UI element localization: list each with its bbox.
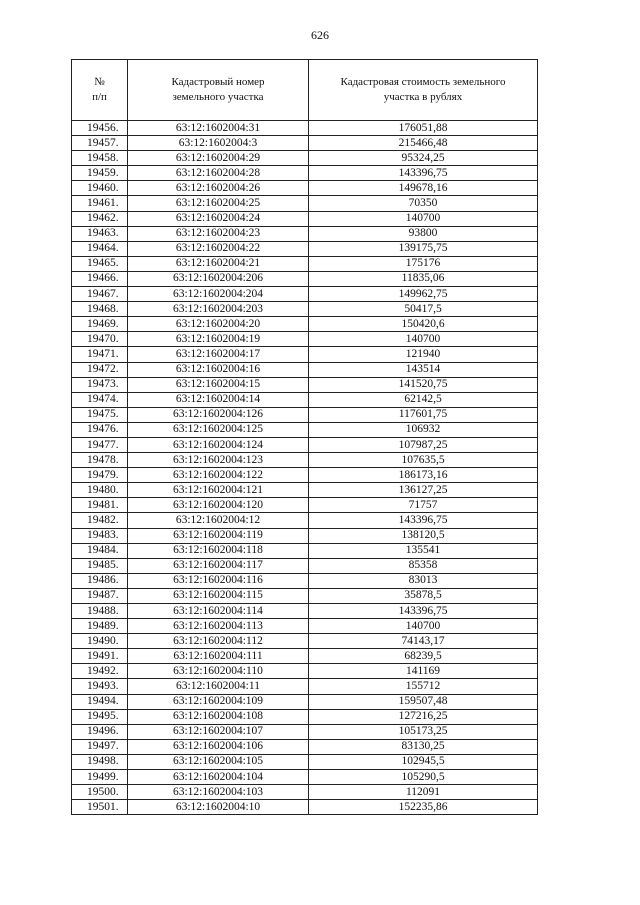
cadastral-number-cell: 63:12:1602004:11 bbox=[128, 679, 309, 694]
row-number-cell: 19471. bbox=[72, 347, 128, 362]
cadastral-value-cell: 175176 bbox=[309, 256, 538, 271]
cadastral-value-cell: 83130,25 bbox=[309, 739, 538, 754]
row-number-cell: 19497. bbox=[72, 739, 128, 754]
table-row bbox=[72, 136, 538, 151]
table-row bbox=[72, 724, 538, 739]
cadastral-number-cell: 63:12:1602004:106 bbox=[128, 739, 309, 754]
cadastral-value-cell: 136127,25 bbox=[309, 483, 538, 498]
cadastral-number-cell: 63:12:1602004:28 bbox=[128, 166, 309, 181]
cadastral-number-cell: 63:12:1602004:12 bbox=[128, 513, 309, 528]
cadastral-value-cell: 105290,5 bbox=[309, 770, 538, 785]
cadastral-number-cell: 63:12:1602004:16 bbox=[128, 362, 309, 377]
cadastral-value-cell: 107987,25 bbox=[309, 437, 538, 452]
cadastral-value-cell: 176051,88 bbox=[309, 121, 538, 136]
row-number-cell: 19468. bbox=[72, 302, 128, 317]
header-row-number: № п/п bbox=[72, 60, 128, 121]
cadastral-value-cell: 105173,25 bbox=[309, 724, 538, 739]
table-row bbox=[72, 453, 538, 468]
cadastral-number-cell: 63:12:1602004:14 bbox=[128, 392, 309, 407]
row-number-cell: 19501. bbox=[72, 800, 128, 815]
table-row bbox=[72, 256, 538, 271]
cadastral-value-cell: 141520,75 bbox=[309, 377, 538, 392]
table-row bbox=[72, 679, 538, 694]
row-number-cell: 19483. bbox=[72, 528, 128, 543]
cadastral-number-cell: 63:12:1602004:17 bbox=[128, 347, 309, 362]
table-row bbox=[72, 287, 538, 302]
cadastral-number-cell: 63:12:1602004:15 bbox=[128, 377, 309, 392]
row-number-cell: 19492. bbox=[72, 664, 128, 679]
table-row bbox=[72, 226, 538, 241]
cadastral-number-cell: 63:12:1602004:114 bbox=[128, 604, 309, 619]
cadastral-value-cell: 143514 bbox=[309, 362, 538, 377]
row-number-cell: 19493. bbox=[72, 679, 128, 694]
table-row bbox=[72, 166, 538, 181]
row-number-cell: 19469. bbox=[72, 317, 128, 332]
row-number-cell: 19485. bbox=[72, 558, 128, 573]
row-number-cell: 19488. bbox=[72, 604, 128, 619]
table-row bbox=[72, 573, 538, 588]
cadastral-value-cell: 138120,5 bbox=[309, 528, 538, 543]
table-row bbox=[72, 151, 538, 166]
cadastral-number-cell: 63:12:1602004:124 bbox=[128, 437, 309, 452]
cadastral-value-cell: 135541 bbox=[309, 543, 538, 558]
cadastral-number-cell: 63:12:1602004:107 bbox=[128, 724, 309, 739]
table-row bbox=[72, 558, 538, 573]
cadastral-value-cell: 85358 bbox=[309, 558, 538, 573]
cadastral-number-cell: 63:12:1602004:111 bbox=[128, 649, 309, 664]
table-row bbox=[72, 121, 538, 136]
cadastral-number-cell: 63:12:1602004:115 bbox=[128, 588, 309, 603]
cadastral-value-cell: 74143,17 bbox=[309, 634, 538, 649]
cadastral-value-cell: 121940 bbox=[309, 347, 538, 362]
table-row bbox=[72, 754, 538, 769]
table-row bbox=[72, 241, 538, 256]
cadastral-value-cell: 141169 bbox=[309, 664, 538, 679]
cadastral-value-cell: 50417,5 bbox=[309, 302, 538, 317]
row-number-cell: 19477. bbox=[72, 437, 128, 452]
cadastral-number-cell: 63:12:1602004:21 bbox=[128, 256, 309, 271]
row-number-cell: 19464. bbox=[72, 241, 128, 256]
row-number-cell: 19487. bbox=[72, 588, 128, 603]
cadastral-value-cell: 215466,48 bbox=[309, 136, 538, 151]
table-row bbox=[72, 347, 538, 362]
cadastral-value-cell: 83013 bbox=[309, 573, 538, 588]
table-row bbox=[72, 528, 538, 543]
table-row bbox=[72, 362, 538, 377]
table-row bbox=[72, 739, 538, 754]
cadastral-number-cell: 63:12:1602004:26 bbox=[128, 181, 309, 196]
table-body bbox=[72, 121, 538, 815]
row-number-cell: 19461. bbox=[72, 196, 128, 211]
cadastral-number-cell: 63:12:1602004:118 bbox=[128, 543, 309, 558]
row-number-cell: 19486. bbox=[72, 573, 128, 588]
row-number-cell: 19495. bbox=[72, 709, 128, 724]
cadastral-number-cell: 63:12:1602004:103 bbox=[128, 785, 309, 800]
row-number-cell: 19467. bbox=[72, 287, 128, 302]
cadastral-value-cell: 62142,5 bbox=[309, 392, 538, 407]
cadastral-number-cell: 63:12:1602004:204 bbox=[128, 287, 309, 302]
row-number-cell: 19490. bbox=[72, 634, 128, 649]
table-row bbox=[72, 407, 538, 422]
cadastral-value-cell: 106932 bbox=[309, 422, 538, 437]
row-number-cell: 19500. bbox=[72, 785, 128, 800]
cadastral-number-cell: 63:12:1602004:31 bbox=[128, 121, 309, 136]
cadastral-value-cell: 139175,75 bbox=[309, 241, 538, 256]
cadastral-number-cell: 63:12:1602004:113 bbox=[128, 619, 309, 634]
table-row bbox=[72, 498, 538, 513]
cadastral-number-cell: 63:12:1602004:104 bbox=[128, 770, 309, 785]
header-cadastral-value: Кадастровая стоимость земельного участка в рублях bbox=[309, 60, 538, 121]
table-row bbox=[72, 770, 538, 785]
table-row bbox=[72, 211, 538, 226]
row-number-cell: 19463. bbox=[72, 226, 128, 241]
cadastral-value-cell: 35878,5 bbox=[309, 588, 538, 603]
cadastral-value-cell: 68239,5 bbox=[309, 649, 538, 664]
cadastral-value-cell: 117601,75 bbox=[309, 407, 538, 422]
cadastral-value-cell: 112091 bbox=[309, 785, 538, 800]
cadastral-value-cell: 11835,06 bbox=[309, 271, 538, 286]
row-number-cell: 19489. bbox=[72, 619, 128, 634]
table-row bbox=[72, 468, 538, 483]
row-number-cell: 19457. bbox=[72, 136, 128, 151]
header-cadastral-number: Кадастровый номер земельного участка bbox=[128, 60, 309, 121]
row-number-cell: 19479. bbox=[72, 468, 128, 483]
row-number-cell: 19462. bbox=[72, 211, 128, 226]
cadastral-number-cell: 63:12:1602004:25 bbox=[128, 196, 309, 211]
cadastral-number-cell: 63:12:1602004:123 bbox=[128, 453, 309, 468]
row-number-cell: 19498. bbox=[72, 754, 128, 769]
table-row bbox=[72, 619, 538, 634]
cadastral-value-cell: 127216,25 bbox=[309, 709, 538, 724]
row-number-cell: 19473. bbox=[72, 377, 128, 392]
cadastral-number-cell: 63:12:1602004:22 bbox=[128, 241, 309, 256]
cadastral-value-cell: 93800 bbox=[309, 226, 538, 241]
cadastral-number-cell: 63:12:1602004:125 bbox=[128, 422, 309, 437]
cadastral-value-cell: 71757 bbox=[309, 498, 538, 513]
table-row bbox=[72, 317, 538, 332]
cadastral-value-cell: 186173,16 bbox=[309, 468, 538, 483]
table-row bbox=[72, 588, 538, 603]
cadastral-number-cell: 63:12:1602004:3 bbox=[128, 136, 309, 151]
cadastral-value-cell: 149962,75 bbox=[309, 287, 538, 302]
table-row bbox=[72, 543, 538, 558]
table-row bbox=[72, 422, 538, 437]
table-row bbox=[72, 634, 538, 649]
row-number-cell: 19458. bbox=[72, 151, 128, 166]
cadastral-number-cell: 63:12:1602004:126 bbox=[128, 407, 309, 422]
cadastral-value-cell: 143396,75 bbox=[309, 604, 538, 619]
table-row bbox=[72, 302, 538, 317]
cadastral-value-cell: 150420,6 bbox=[309, 317, 538, 332]
row-number-cell: 19499. bbox=[72, 770, 128, 785]
table-row bbox=[72, 483, 538, 498]
row-number-cell: 19474. bbox=[72, 392, 128, 407]
cadastral-number-cell: 63:12:1602004:109 bbox=[128, 694, 309, 709]
cadastral-value-cell: 95324,25 bbox=[309, 151, 538, 166]
cadastral-number-cell: 63:12:1602004:29 bbox=[128, 151, 309, 166]
cadastral-value-cell: 152235,86 bbox=[309, 800, 538, 815]
cadastral-value-cell: 140700 bbox=[309, 619, 538, 634]
row-number-cell: 19496. bbox=[72, 724, 128, 739]
row-number-cell: 19491. bbox=[72, 649, 128, 664]
cadastral-number-cell: 63:12:1602004:119 bbox=[128, 528, 309, 543]
table-row bbox=[72, 437, 538, 452]
table-row bbox=[72, 181, 538, 196]
row-number-cell: 19478. bbox=[72, 453, 128, 468]
page-number: 626 bbox=[311, 28, 329, 42]
cadastral-number-cell: 63:12:1602004:121 bbox=[128, 483, 309, 498]
row-number-cell: 19481. bbox=[72, 498, 128, 513]
row-number-cell: 19480. bbox=[72, 483, 128, 498]
cadastral-value-cell: 107635,5 bbox=[309, 453, 538, 468]
cadastral-value-cell: 102945,5 bbox=[309, 754, 538, 769]
row-number-cell: 19472. bbox=[72, 362, 128, 377]
cadastral-value-cell: 70350 bbox=[309, 196, 538, 211]
row-number-cell: 19476. bbox=[72, 422, 128, 437]
cadastral-number-cell: 63:12:1602004:110 bbox=[128, 664, 309, 679]
row-number-cell: 19466. bbox=[72, 271, 128, 286]
row-number-cell: 19470. bbox=[72, 332, 128, 347]
cadastral-value-cell: 140700 bbox=[309, 211, 538, 226]
cadastral-number-cell: 63:12:1602004:206 bbox=[128, 271, 309, 286]
table-row bbox=[72, 800, 538, 815]
cadastral-number-cell: 63:12:1602004:108 bbox=[128, 709, 309, 724]
cadastral-number-cell: 63:12:1602004:19 bbox=[128, 332, 309, 347]
table-row bbox=[72, 377, 538, 392]
cadastral-value-cell: 159507,48 bbox=[309, 694, 538, 709]
row-number-cell: 19465. bbox=[72, 256, 128, 271]
table-row bbox=[72, 196, 538, 211]
table-row bbox=[72, 392, 538, 407]
cadastral-number-cell: 63:12:1602004:112 bbox=[128, 634, 309, 649]
cadastral-number-cell: 63:12:1602004:120 bbox=[128, 498, 309, 513]
cadastral-value-cell: 155712 bbox=[309, 679, 538, 694]
row-number-cell: 19484. bbox=[72, 543, 128, 558]
table-row bbox=[72, 271, 538, 286]
table-row bbox=[72, 694, 538, 709]
cadastral-value-cell: 149678,16 bbox=[309, 181, 538, 196]
cadastral-value-cell: 143396,75 bbox=[309, 513, 538, 528]
cadastral-number-cell: 63:12:1602004:122 bbox=[128, 468, 309, 483]
cadastral-value-cell: 140700 bbox=[309, 332, 538, 347]
table-row bbox=[72, 513, 538, 528]
row-number-cell: 19494. bbox=[72, 694, 128, 709]
table-row bbox=[72, 785, 538, 800]
row-number-cell: 19456. bbox=[72, 121, 128, 136]
cadastral-number-cell: 63:12:1602004:116 bbox=[128, 573, 309, 588]
cadastral-number-cell: 63:12:1602004:203 bbox=[128, 302, 309, 317]
row-number-cell: 19459. bbox=[72, 166, 128, 181]
cadastral-number-cell: 63:12:1602004:23 bbox=[128, 226, 309, 241]
table-row bbox=[72, 649, 538, 664]
row-number-cell: 19475. bbox=[72, 407, 128, 422]
cadastral-value-table bbox=[71, 59, 538, 815]
cadastral-value-cell: 143396,75 bbox=[309, 166, 538, 181]
table-row bbox=[72, 332, 538, 347]
table-row bbox=[72, 604, 538, 619]
cadastral-number-cell: 63:12:1602004:105 bbox=[128, 754, 309, 769]
cadastral-number-cell: 63:12:1602004:10 bbox=[128, 800, 309, 815]
row-number-cell: 19460. bbox=[72, 181, 128, 196]
cadastral-number-cell: 63:12:1602004:20 bbox=[128, 317, 309, 332]
row-number-cell: 19482. bbox=[72, 513, 128, 528]
table-row bbox=[72, 709, 538, 724]
cadastral-number-cell: 63:12:1602004:117 bbox=[128, 558, 309, 573]
table-row bbox=[72, 664, 538, 679]
cadastral-number-cell: 63:12:1602004:24 bbox=[128, 211, 309, 226]
